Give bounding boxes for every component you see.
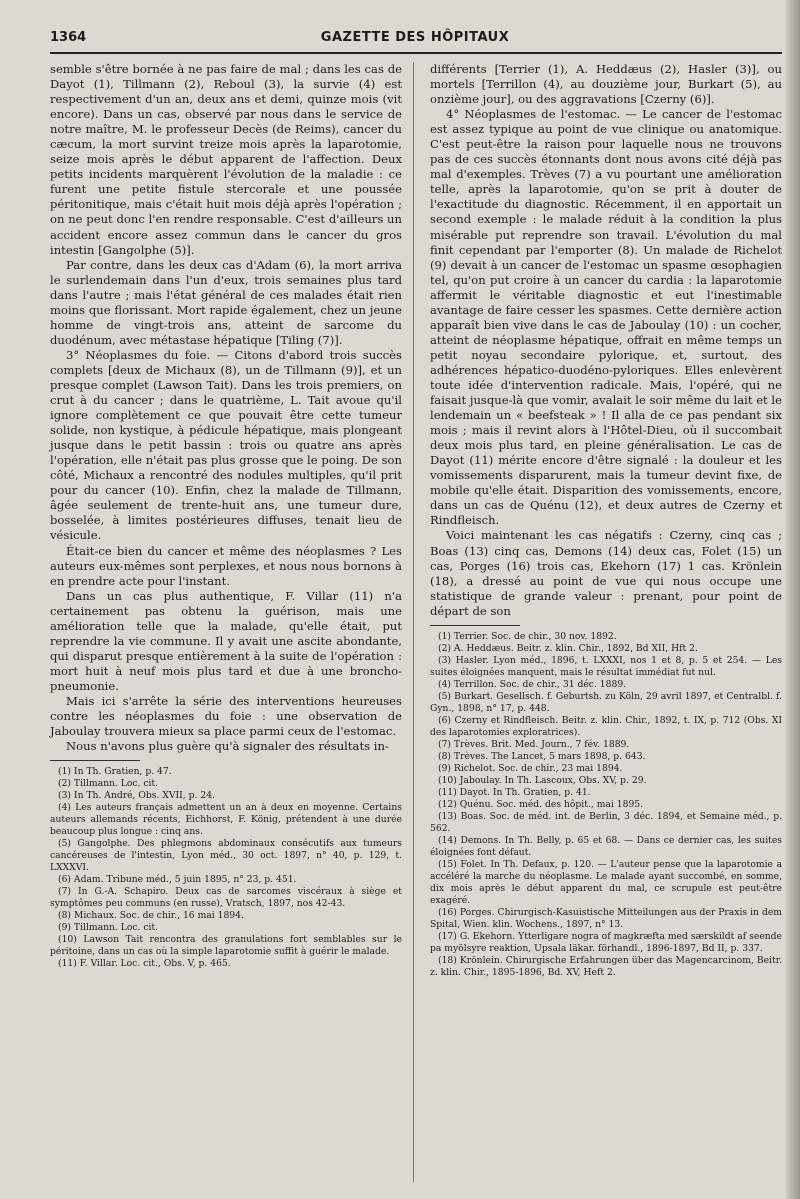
paragraph: Dans un cas plus authentique, F. Villar (11) n'a certainement pas obtenu la guérison, mais une amélioration telle que la malade, qu'elle était, put reprendre la vie commune. Il y avait une ascite abondante, qui disparut presque entièrement à la suite de l'opération : mort huit à neuf mois plus tard et due à une broncho-pneumonie. <box>50 588 402 693</box>
footnote: (10) Jaboulay. In Th. Lascoux, Obs. XV, p. 29. <box>438 774 647 786</box>
paragraph: 4° Néoplasmes de l'estomac. — Le cancer de l'estomac est assez typique au point de vue clinique ou anatomique. C'est peut-être la raison pour laquelle nous ne trouvons pas de ces succès étonnants dont nous avons cité déjà pas mal d'exemples. Trèves (7) a vu pourtant une amélioration telle, après la laparotomie, qu'on se prit à douter de l'exactitude du diagnostic. Récemment, il en apportait un second exemple : le malade réduit à la condition la plus misérable put reprendre son travail. L'évolution du mal finit cependant par l'emporter (8). Un malade de Richelot (9) devait à un cancer de l'estomac un spasme œsophagien tel, qu'on put croire à un cancer du cardia : la laparotomie affermit le véritable diagnostic et eut l'inestimable avantage de faire cesser les spasmes. Cette dernière action apparaît bien vive dans le cas de Jaboulay (10) : un cocher, atteint de néoplasme hépatique, offrait en même temps un petit noyau secondaire pylorique, et, surtout, des adhérences hépatico-duodéno-pyloriques. Elles enlevèrent toute idée d'intervention radicale. Mais, l'opéré, qui ne faisait jusque-là que vomir, avalait le soir même du lait et le lendemain un « beefsteak » ! Il alla de ce pas pendant six mois ; mais il revint alors à l'Hôtel-Dieu, où il succombait deux mois plus tard, en pleine généralisation. Le cas de Dayot (11) mérite encore d'être signalé : la douleur et les vomissements disparurent, mais la tumeur devint fixe, de mobile qu'elle était. Disparition des vomissements, encore, dans un cas de Quénu (12), et deux autres de Czerny et Rindfleisch. <box>430 107 782 528</box>
footnote: (15) Folet. In Th. Defaux, p. 120. — L'auteur pense que la laparotomie a accéléré la marche du néoplasme. Le malade ayant succombé, en somme, dix mois après le début apparent du mal, ce scrupule est peut-être exagéré. <box>430 858 782 906</box>
page-edge-shadow <box>786 0 800 1199</box>
footnote: (9) Tillmann. Loc. cit. <box>58 922 159 934</box>
footnote: (13) Boas. Soc. de méd. int. de Berlin, 3 déc. 1894, et Semaine méd., p. 562. <box>430 810 782 834</box>
page-number: 1364 <box>50 30 87 45</box>
footnote: (7) In G.-A. Schapiro. Deux cas de sarcomes viscéraux à siège et symptômes peu communs (en russe), Vratsch, 1897, nos 42-43. <box>50 886 402 910</box>
footnote: (16) Porges. Chirurgisch-Kasuistische Mitteilungen aus der Praxis in dem Spital, Wien. klin. Wochens., 1897, n° 13. <box>430 906 782 930</box>
right-footnotes <box>430 631 782 979</box>
header-rule <box>50 52 782 54</box>
footnote: (4) Terrillon. Soc. de chir., 31 déc. 1889. <box>438 678 627 690</box>
left-column <box>50 62 402 970</box>
footnote-rule <box>430 625 520 626</box>
footnote: (3) Hasler. Lyon méd., 1896, t. LXXXI, nos 1 et 8, p. 5 et 254. — Les suites éloignées manquent, mais le résultat immédiat fut nul. <box>430 654 782 678</box>
paragraph: différents [Terrier (1), A. Heddæus (2), Hasler (3)], ou mortels [Terrillon (4), au douzième jour, Burkart (5), au onzième jour], ou des aggravations [Czerny (6)]. <box>430 62 782 107</box>
footnote: (7) Trèves. Brit. Med. Journ., 7 fév. 1889. <box>438 738 630 750</box>
footnote: (11) Dayot. In Th. Gratien, p. 41. <box>438 786 591 798</box>
footnote: (4) Les auteurs français admettent un an à deux en moyenne. Certains auteurs allemands récents, Eichhorst, F. König, prétendent à une durée beaucoup plus longue : cinq ans. <box>50 802 402 838</box>
footnote: (17) G. Ekehorn. Ytterligare nogra of magkræfta med særskildt af seende pa myölsyre reaktion, Upsala läkar. förhandl., 1896-1897, Bd II, p. 337. <box>430 930 782 954</box>
footnote: (10) Lawson Tait rencontra des granulations fort semblables sur le péritoine, dans un cas où la simple laparotomie suffit à guérir le malade. <box>50 934 402 958</box>
footnote: (5) Burkart. Gesellsch. f. Geburtsh. zu Köln, 29 avril 1897, et Centralbl. f. Gyn., 1898, n° 17, p. 448. <box>430 690 782 714</box>
footnote: (3) In Th. André, Obs. XVII, p. 24. <box>58 790 215 802</box>
paragraph: Était-ce bien du cancer et même des néoplasmes ? Les auteurs eux-mêmes sont perplexes, et nous nous bornons à en prendre acte pour l'instant. <box>50 543 402 588</box>
paragraph: Nous n'avons plus guère qu'à signaler des résultats in- <box>66 739 389 754</box>
footnote: (6) Czerny et Rindfleisch. Beitr. z. klin. Chir., 1892, t. IX, p. 712 (Obs. XI des laparotomies exploratrices). <box>430 714 782 738</box>
footnote: (8) Michaux. Soc. de chir., 16 mai 1894. <box>58 910 244 922</box>
page-header <box>50 30 780 50</box>
footnote: (6) Adam. Tribune méd., 5 juin 1895, n° 23, p. 451. <box>58 874 297 886</box>
paragraph: Par contre, dans les deux cas d'Adam (6), la mort arriva le surlendemain dans l'un d'eux, trois semaines plus tard dans l'autre ; mais l'état général de ces malades était rien moins que florissant. Mort rapide également, chez un jeune homme de vingt-trois ans, atteint de sarcome du duodénum, avec métastase hépatique [Tiling (7)]. <box>50 257 402 347</box>
footnote: (8) Trèves. The Lancet, 5 mars 1898, p. 643. <box>438 750 646 762</box>
left-footnotes <box>50 766 402 970</box>
journal-title: GAZETTE DES HÔPITAUX <box>320 30 510 45</box>
paragraph: Mais ici s'arrête la série des interventions heureuses contre les néoplasmes du foie : une observation de Jaboulay trouvera mieux sa place parmi ceux de l'estomac. <box>50 693 402 739</box>
footnote: (18) Krönlein. Chirurgische Erfahrungen über das Magencarcinom, Beitr. z. klin. Chir., 1895-1896, Bd. XV, Heft 2. <box>430 954 782 978</box>
footnote: (11) F. Villar. Loc. cit., Obs. V, p. 465. <box>58 958 231 970</box>
paragraph: Voici maintenant les cas négatifs : Czerny, cinq cas ; Boas (13) cinq cas, Demons (14) deux cas, Folet (15) un cas, Porges (16) trois cas, Ekehorn (17) 1 cas. Krönlein (18), a dressé au point de vue qui nous occupe une statistique de grande valeur : prenant, pour point de départ de son <box>430 528 782 618</box>
paragraph: 3° Néoplasmes du foie. — Citons d'abord trois succès complets [deux de Michaux (8), un de Tillmann (9)], et un presque complet (Lawson Tait). Dans les trois premiers, on crut à du cancer ; dans le quatrième, L. Tait avoue qu'il ignore complètement ce que pouvait être cette tumeur solide, non kystique, à pédicule hépatique, mais plongeant jusque dans le petit bassin : trois ou quatre ans après l'opération, elle n'était pas plus grosse que le poing. De son côté, Michaux a rencontré des nodules multiples, qu'il prit pour du cancer (10). Enfin, chez la malade de Tillmann, âgée seulement de trente-huit ans, une tumeur dure, bosselée, à limites postérieures diffuses, tenait lieu de vésicule. <box>50 347 402 543</box>
footnote: (2) Tillmann. Loc. cit. <box>58 778 159 790</box>
footnote: (5) Gangolphe. Des phlegmons abdominaux consécutifs aux tumeurs cancéreuses de l'intestin, Lyon méd., 30 oct. 1897, n° 40, p. 129, t. LXXXVI. <box>50 838 402 874</box>
footnote: (14) Demons. In Th. Belly, p. 65 et 68. — Dans ce dernier cas, les suites éloignées font défaut. <box>430 834 782 858</box>
footnote: (2) A. Heddæus. Beitr. z. klin. Chir., 1892, Bd XII, Hft 2. <box>438 642 698 654</box>
footnote-rule <box>50 760 140 761</box>
footnote: (12) Quénu. Soc. méd. des hôpit., mai 1895. <box>438 798 644 810</box>
footnote: (1) In Th. Gratien, p. 47. <box>58 766 172 778</box>
right-column <box>430 62 782 979</box>
paragraph: semble s'être bornée à ne pas faire de mal ; dans les cas de Dayot (1), Tillmann (2), Reboul (3), la survie (4) est respectivement d'un an, deux ans et demi, quinze mois (vit encore). Dans un cas, observé par nous dans le service de notre maître, M. le professeur Decès (de Reims), cancer du cæcum, la mort survint treize mois après la laparotomie, seize mois après le début apparent de l'affection. Deux petits incidents marquèrent l'évolution de la maladie : ce furent une petite fistule stercorale et une poussée péritonitique, mais c'était huit mois déjà après l'opération ; on ne peut donc l'en rendre responsable. C'est d'ailleurs un accident encore assez commun dans le cancer du gros intestin [Gangolphe (5)]. <box>50 62 402 257</box>
column-divider <box>413 62 414 1182</box>
footnote: (9) Richelot. Soc. de chir., 23 mai 1894. <box>438 762 623 774</box>
footnote: (1) Terrier. Soc. de chir., 30 nov. 1892. <box>438 630 617 642</box>
